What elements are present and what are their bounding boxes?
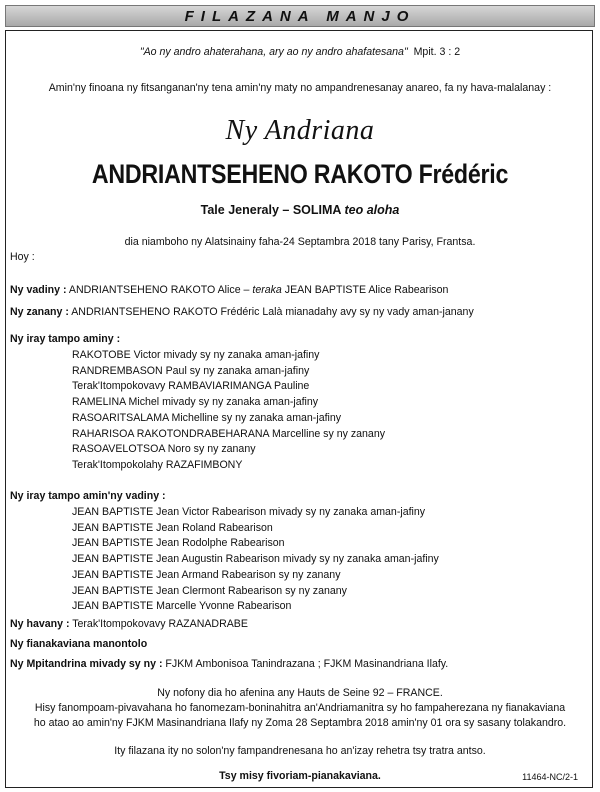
- zanany-label: Ny zanany :: [10, 306, 69, 318]
- list-item: RAMELINA Michel mivady sy ny zanaka aman-jafiny: [72, 396, 319, 409]
- list-item: Terak'Itompokovavy RAMBAVIARIMANGA Pauline: [72, 380, 310, 393]
- deceased-title-main: Tale Jeneraly – SOLIMA: [200, 203, 341, 217]
- havany-line: [10, 617, 248, 631]
- funeral-line-2: Hisy fanompoam-pivavahana ho fanomezam-boninahitra an'Andriamanitra sy ho fampaherezana ny fianakaviana: [34, 702, 566, 714]
- list-item: RASOAVELOTSOA Noro sy ny zanany: [72, 443, 256, 456]
- list-item: RAKOTOBE Victor mivady sy ny zanaka aman-jafiny: [72, 349, 320, 361]
- vadiny-text-a: ANDRIANTSEHENO RAKOTO Alice –: [66, 284, 253, 296]
- reference-code: 11464-NC/2-1: [522, 772, 578, 782]
- fianakaviana-label: Ny fianakaviana manontolo: [10, 638, 148, 650]
- vadiny-teraka: teraka: [252, 284, 282, 296]
- list-item: RASOARITSALAMA Michelline sy ny zanaka aman-jafiny: [72, 411, 342, 424]
- list-item: JEAN BAPTISTE Jean Rodolphe Rabearison: [72, 537, 285, 550]
- funeral-line-1: Ny nofony dia ho afenina any Hauts de Seine 92 – FRANCE.: [157, 687, 443, 699]
- deceased-name: ANDRIANTSEHENO RAKOTO Frédéric: [91, 159, 509, 189]
- iray-tampo-vadiny-label: Ny iray tampo amin'ny vadiny :: [10, 490, 166, 502]
- vadiny-text-b: JEAN BAPTISTE Alice Rabearison: [281, 284, 449, 296]
- bible-quote: [6, 45, 594, 59]
- header-title: FILAZANA MANJO: [184, 7, 416, 25]
- iray-tampo-vadiny-list: [72, 505, 439, 615]
- notice-frame: [5, 30, 593, 788]
- vadiny-label: Ny vadiny :: [10, 284, 67, 296]
- list-item: JEAN BAPTISTE Marcelle Yvonne Rabearison: [72, 600, 292, 613]
- zanany-line: [10, 305, 474, 319]
- mpitandrina-label: Ny Mpitandrina mivady sy ny :: [10, 658, 163, 670]
- list-item: JEAN BAPTISTE Jean Armand Rabearison sy ny zanany: [72, 568, 341, 581]
- footer-text: Tsy misy fivoriam-pianakaviana.: [219, 770, 381, 782]
- list-item: Terak'Itompokolahy RAZAFIMBONY: [72, 458, 243, 471]
- havany-text: Terak'Itompokovavy RAZANADRABE: [69, 618, 248, 630]
- funeral-line-3: ho atao ao amin'ny FJKM Masinandriana Ilafy ny Zoma 28 Septambra 2018 amin'ny 01 ora sy sasany tolakandro.: [33, 717, 567, 729]
- deceased-title-suffix: teo aloha: [344, 203, 400, 217]
- iray-tampo-list: [72, 348, 385, 474]
- list-item: JEAN BAPTISTE Jean Augustin Rabearison mivady sy ny zanaka aman-jafiny: [72, 553, 439, 566]
- zanany-text: ANDRIANTSEHENO RAKOTO Frédéric Lalà mianadahy avy sy ny vady aman-janany: [68, 306, 474, 318]
- list-item: RANDREMBASON Paul sy ny zanaka aman-jafiny: [72, 364, 310, 377]
- vadiny-line: [10, 283, 448, 297]
- quote-reference: Mpit. 3 : 2: [413, 46, 461, 58]
- deceased-title: [6, 202, 594, 218]
- header-banner: [5, 5, 595, 27]
- deceased-prefix: Ny Andriana: [225, 115, 375, 146]
- death-notice: dia niamboho ny Alatsinainy faha-24 Septambra 2018 tany Parisy, Frantsa.: [124, 236, 476, 248]
- list-item: JEAN BAPTISTE Jean Victor Rabearison mivady sy ny zanaka aman-jafiny: [72, 506, 426, 518]
- iray-tampo-label: Ny iray tampo aminy :: [10, 333, 121, 345]
- quote-text: "Ao ny andro ahaterahana, ary ao ny andro ahafatesana": [139, 46, 408, 58]
- mpitandrina-text: FJKM Ambonisoa Tanindrazana ; FJKM Masinandriana Ilafy.: [162, 658, 449, 670]
- mpitandrina-line: [10, 657, 448, 671]
- list-item: JEAN BAPTISTE Jean Clermont Rabearison sy ny zanany: [72, 584, 347, 597]
- hoy-label: Hoy :: [10, 251, 35, 263]
- list-item: RAHARISOA RAKOTONDRABEHARANA Marcelline sy ny zanany: [72, 427, 386, 440]
- list-item: JEAN BAPTISTE Jean Roland Rabearison: [72, 521, 273, 534]
- notice-text: Ity filazana ity no solon'ny fampandrenesana ho an'izay rehetra tsy tratra antso.: [114, 745, 486, 757]
- intro-text: Amin'ny finoana ny fitsanganan'ny tena amin'ny maty no ampandrenesanay anareo, fa ny hava-malalanay :: [48, 82, 552, 94]
- havany-label: Ny havany :: [10, 618, 70, 630]
